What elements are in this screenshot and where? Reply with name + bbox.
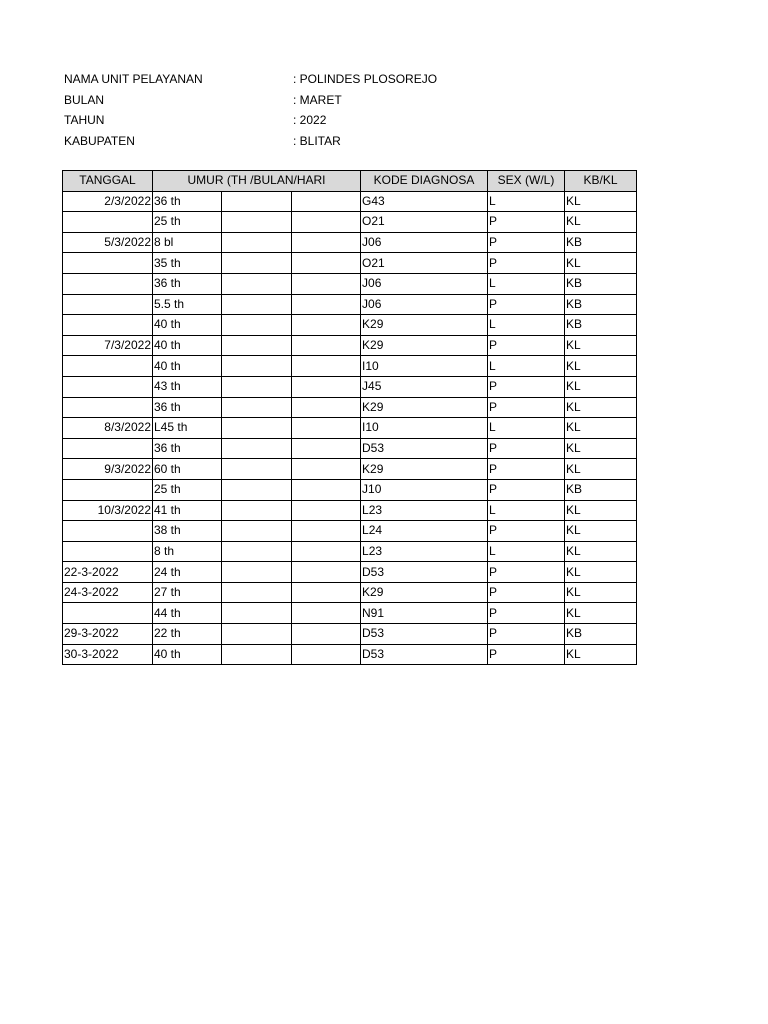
cell-month [222, 562, 292, 583]
year-value: : 2022 [293, 113, 327, 128]
cell-diagnosis-code: G43 [361, 191, 488, 212]
cell-diagnosis-code: K29 [361, 582, 488, 603]
cell-date [63, 212, 153, 233]
table-row [63, 191, 637, 212]
cell-sex: P [488, 376, 565, 397]
cell-diagnosis-code: J06 [361, 273, 488, 294]
cell-day [292, 212, 361, 233]
cell-age: 40 th [153, 335, 222, 356]
cell-date [63, 253, 153, 274]
cell-diagnosis-code: J06 [361, 294, 488, 315]
cell-kb-kl: KL [565, 335, 637, 356]
cell-sex: P [488, 212, 565, 233]
table-row [63, 562, 637, 583]
cell-date: 8/3/2022 [63, 418, 153, 439]
cell-diagnosis-code: J06 [361, 232, 488, 253]
col-header-sex: SEX (W/L) [488, 171, 565, 192]
unit-label: NAMA UNIT PELAYANAN [64, 72, 203, 87]
cell-date [63, 521, 153, 542]
cell-age: 8 th [153, 541, 222, 562]
cell-diagnosis-code: I10 [361, 356, 488, 377]
cell-month [222, 521, 292, 542]
cell-kb-kl: KL [565, 418, 637, 439]
cell-day [292, 624, 361, 645]
cell-sex: L [488, 273, 565, 294]
cell-sex: P [488, 644, 565, 665]
cell-kb-kl: KL [565, 356, 637, 377]
cell-date [63, 438, 153, 459]
cell-day [292, 459, 361, 480]
table-row [63, 232, 637, 253]
cell-sex: L [488, 191, 565, 212]
cell-kb-kl: KL [565, 212, 637, 233]
cell-age: 38 th [153, 521, 222, 542]
cell-diagnosis-code: D53 [361, 644, 488, 665]
cell-month [222, 479, 292, 500]
cell-kb-kl: KB [565, 273, 637, 294]
table-row [63, 603, 637, 624]
cell-date [63, 376, 153, 397]
cell-diagnosis-code: I10 [361, 418, 488, 439]
table-row [63, 294, 637, 315]
cell-age: 5.5 th [153, 294, 222, 315]
regency-label: KABUPATEN [64, 133, 135, 148]
cell-kb-kl: KL [565, 438, 637, 459]
table-header-row [63, 171, 637, 192]
cell-kb-kl: KL [565, 541, 637, 562]
cell-date [63, 356, 153, 377]
cell-sex: P [488, 624, 565, 645]
cell-month [222, 603, 292, 624]
cell-kb-kl: KB [565, 294, 637, 315]
cell-month [222, 294, 292, 315]
cell-kb-kl: KL [565, 582, 637, 603]
cell-day [292, 315, 361, 336]
cell-age: 36 th [153, 438, 222, 459]
cell-age: 40 th [153, 315, 222, 336]
cell-kb-kl: KL [565, 562, 637, 583]
cell-date: 10/3/2022 [63, 500, 153, 521]
cell-day [292, 438, 361, 459]
cell-day [292, 232, 361, 253]
cell-age: 60 th [153, 459, 222, 480]
cell-month [222, 438, 292, 459]
cell-age: 43 th [153, 376, 222, 397]
cell-day [292, 273, 361, 294]
table-row [63, 644, 637, 665]
cell-day [292, 397, 361, 418]
cell-sex: P [488, 479, 565, 500]
cell-month [222, 418, 292, 439]
cell-age: 8 bl [153, 232, 222, 253]
table-row [63, 459, 637, 480]
cell-day [292, 644, 361, 665]
header-row-year [64, 110, 664, 131]
cell-age: 36 th [153, 397, 222, 418]
cell-date [63, 541, 153, 562]
cell-month [222, 335, 292, 356]
cell-kb-kl: KL [565, 397, 637, 418]
cell-date [63, 273, 153, 294]
cell-kb-kl: KL [565, 459, 637, 480]
cell-diagnosis-code: L23 [361, 500, 488, 521]
cell-age: 22 th [153, 624, 222, 645]
cell-sex: L [488, 541, 565, 562]
cell-date [63, 397, 153, 418]
cell-age: 27 th [153, 582, 222, 603]
year-label: TAHUN [64, 113, 105, 128]
cell-month [222, 356, 292, 377]
cell-sex: P [488, 294, 565, 315]
cell-sex: L [488, 500, 565, 521]
table-row [63, 273, 637, 294]
cell-age: 25 th [153, 479, 222, 500]
cell-sex: P [488, 397, 565, 418]
cell-date [63, 479, 153, 500]
cell-diagnosis-code: D53 [361, 438, 488, 459]
cell-month [222, 376, 292, 397]
cell-age: 44 th [153, 603, 222, 624]
cell-date: 22-3-2022 [63, 562, 153, 583]
cell-month [222, 644, 292, 665]
col-header-age: UMUR (TH /BULAN/HARI [153, 171, 361, 192]
cell-day [292, 521, 361, 542]
cell-age: L45 th [153, 418, 222, 439]
table-row [63, 397, 637, 418]
cell-diagnosis-code: J45 [361, 376, 488, 397]
cell-diagnosis-code: N91 [361, 603, 488, 624]
table-row [63, 356, 637, 377]
table-row [63, 541, 637, 562]
report-header [64, 69, 664, 151]
cell-age: 24 th [153, 562, 222, 583]
cell-month [222, 397, 292, 418]
month-label: BULAN [64, 92, 105, 107]
cell-diagnosis-code: O21 [361, 253, 488, 274]
cell-kb-kl: KL [565, 603, 637, 624]
cell-month [222, 273, 292, 294]
cell-diagnosis-code: O21 [361, 212, 488, 233]
cell-month [222, 582, 292, 603]
table-row [63, 212, 637, 233]
cell-date [63, 294, 153, 315]
cell-diagnosis-code: D53 [361, 562, 488, 583]
unit-value: : POLINDES PLOSOREJO [293, 72, 438, 87]
cell-kb-kl: KB [565, 624, 637, 645]
col-header-diagnosis-code: KODE DIAGNOSA [361, 171, 488, 192]
cell-day [292, 335, 361, 356]
table-row [63, 479, 637, 500]
table-row [63, 624, 637, 645]
cell-day [292, 294, 361, 315]
cell-sex: P [488, 521, 565, 542]
cell-diagnosis-code: L24 [361, 521, 488, 542]
cell-month [222, 541, 292, 562]
cell-sex: L [488, 356, 565, 377]
cell-date [63, 315, 153, 336]
cell-sex: P [488, 335, 565, 356]
cell-day [292, 376, 361, 397]
cell-age: 41 th [153, 500, 222, 521]
cell-age: 36 th [153, 191, 222, 212]
cell-diagnosis-code: D53 [361, 624, 488, 645]
cell-diagnosis-code: K29 [361, 397, 488, 418]
cell-kb-kl: KL [565, 521, 637, 542]
cell-date: 2/3/2022 [63, 191, 153, 212]
cell-age: 25 th [153, 212, 222, 233]
cell-date [63, 603, 153, 624]
cell-kb-kl: KL [565, 191, 637, 212]
col-header-date: TANGGAL [63, 171, 153, 192]
table-body [63, 191, 637, 665]
cell-month [222, 500, 292, 521]
table-row [63, 376, 637, 397]
cell-day [292, 541, 361, 562]
table-row [63, 500, 637, 521]
cell-diagnosis-code: K29 [361, 335, 488, 356]
cell-month [222, 253, 292, 274]
table-row [63, 315, 637, 336]
cell-kb-kl: KL [565, 644, 637, 665]
col-header-kb-kl: KB/KL [565, 171, 637, 192]
cell-date: 24-3-2022 [63, 582, 153, 603]
cell-date: 29-3-2022 [63, 624, 153, 645]
cell-sex: P [488, 438, 565, 459]
cell-sex: L [488, 418, 565, 439]
cell-age: 40 th [153, 644, 222, 665]
cell-kb-kl: KL [565, 376, 637, 397]
table-row [63, 418, 637, 439]
header-row-regency [64, 131, 664, 152]
month-value: : MARET [293, 92, 342, 107]
cell-age: 36 th [153, 273, 222, 294]
cell-kb-kl: KL [565, 500, 637, 521]
cell-day [292, 582, 361, 603]
table-row [63, 335, 637, 356]
cell-sex: P [488, 232, 565, 253]
cell-sex: L [488, 315, 565, 336]
cell-kb-kl: KB [565, 232, 637, 253]
table-row [63, 582, 637, 603]
table-row [63, 521, 637, 542]
cell-month [222, 459, 292, 480]
header-row-unit [64, 69, 664, 90]
cell-month [222, 315, 292, 336]
cell-day [292, 191, 361, 212]
cell-diagnosis-code: L23 [361, 541, 488, 562]
table-row [63, 253, 637, 274]
header-row-month [64, 90, 664, 111]
cell-kb-kl: KL [565, 253, 637, 274]
cell-month [222, 624, 292, 645]
cell-date: 5/3/2022 [63, 232, 153, 253]
regency-value: : BLITAR [293, 133, 341, 148]
cell-day [292, 253, 361, 274]
cell-day [292, 500, 361, 521]
cell-sex: P [488, 582, 565, 603]
cell-month [222, 191, 292, 212]
cell-age: 35 th [153, 253, 222, 274]
cell-diagnosis-code: J10 [361, 479, 488, 500]
cell-sex: P [488, 603, 565, 624]
table-row [63, 438, 637, 459]
cell-diagnosis-code: K29 [361, 315, 488, 336]
cell-day [292, 562, 361, 583]
cell-month [222, 212, 292, 233]
cell-diagnosis-code: K29 [361, 459, 488, 480]
cell-day [292, 418, 361, 439]
cell-sex: P [488, 459, 565, 480]
cell-kb-kl: KB [565, 315, 637, 336]
cell-kb-kl: KB [565, 479, 637, 500]
cell-day [292, 479, 361, 500]
cell-date: 30-3-2022 [63, 644, 153, 665]
cell-sex: P [488, 562, 565, 583]
cell-sex: P [488, 253, 565, 274]
cell-date: 9/3/2022 [63, 459, 153, 480]
cell-day [292, 356, 361, 377]
cell-day [292, 603, 361, 624]
cell-month [222, 232, 292, 253]
cell-age: 40 th [153, 356, 222, 377]
diagnosis-table [62, 170, 637, 665]
cell-date: 7/3/2022 [63, 335, 153, 356]
